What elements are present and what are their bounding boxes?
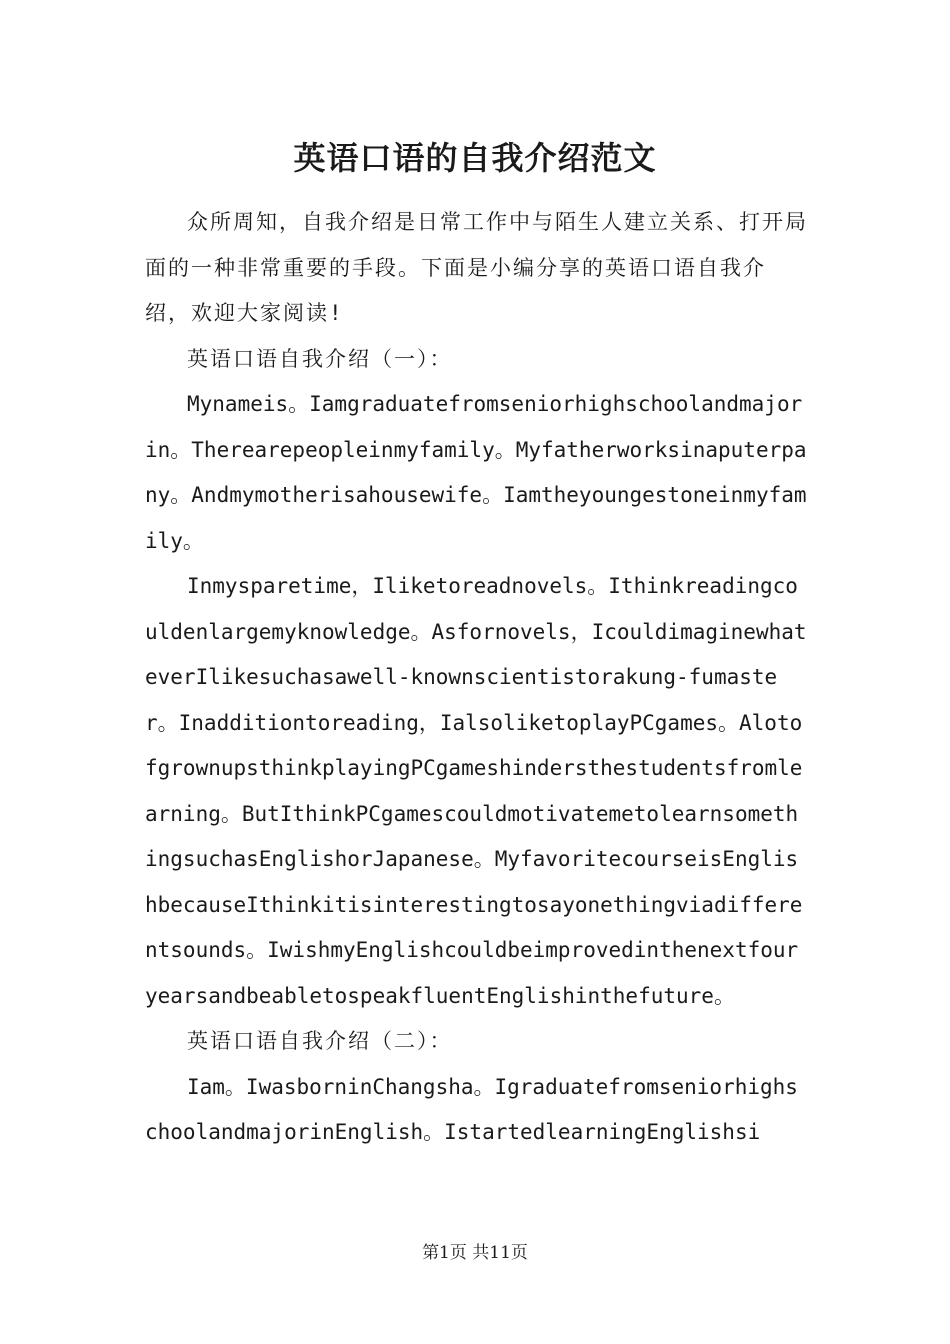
section-heading-2: 英语口语自我介绍（二）：	[187, 1029, 453, 1053]
body-paragraph: Mynameis。Iamgraduatefromseniorhighschoolandmajorin。Therearepeopleinmyfamily。Myfatherworksinaputerpany。Andmymotherisahousewife。Iamtheyoungestoneinmyfamily。	[145, 392, 807, 553]
document-body	[145, 200, 810, 1156]
body-paragraph: Iam。IwasborninChangsha。IgraduatefromseniorhighschoolandmajorinEnglish。IstartedlearningEnglishsi	[145, 1074, 798, 1144]
intro-paragraph: 众所周知，自我介绍是日常工作中与陌生人建立关系、打开局面的一种非常重要的手段。下面是小编分享的英语口语自我介绍，欢迎大家阅读!	[145, 210, 808, 325]
document-title: 英语口语的自我介绍范文	[293, 139, 657, 177]
body-paragraph: Inmysparetime，Iliketoreadnovels。Ithinkreadingcouldenlargemyknowledge。Asfornovels，IcouldimaginewhateverIlikesuchasawell-knownscientistorakung-fumaster。Inadditiontoreading，IalsoliketoplayPCgames。AlotofgrownupsthinkplayingPCgameshindersthestudentsfromlearning。ButIthinkPCgamescouldmotivatemetolearnsomethingsuchasEnglishorJapanese。MyfavoritecourseisEnglishbecauseIthinkitisinterestingtosayonethingviadifferentsounds。IwishmyEnglishcouldbeimprovedinthenextfouryearsandbeabletospeakfluentEnglishinthefuture。	[145, 574, 807, 1008]
page-footer: 第1页 共11页	[422, 1243, 528, 1263]
section-heading-1: 英语口语自我介绍（一）：	[187, 346, 453, 371]
